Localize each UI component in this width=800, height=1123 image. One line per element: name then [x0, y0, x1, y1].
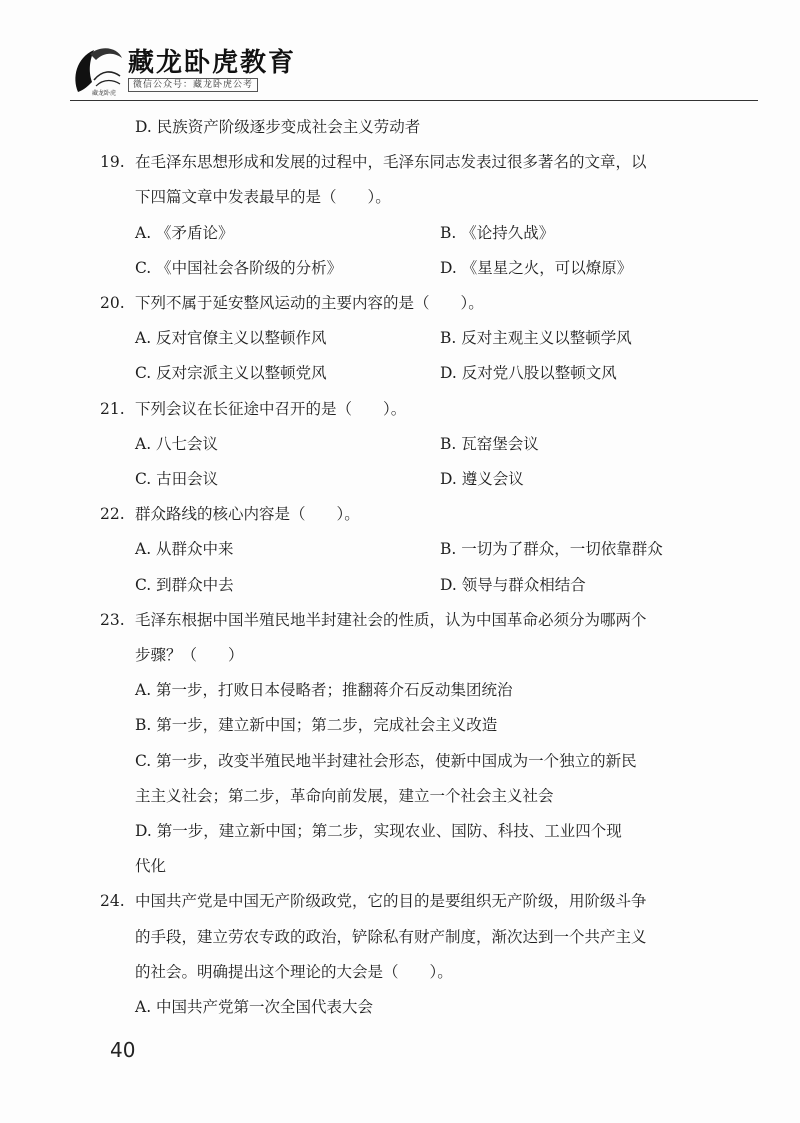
- question-line: [100, 603, 647, 637]
- text-line: A. 中国共产党第一次全国代表大会: [135, 998, 374, 1016]
- question-line: [100, 392, 406, 426]
- text-line: 下四篇文章中发表最早的是（ ）。: [135, 188, 391, 207]
- logo-text: 藏龙卧虎: [92, 90, 117, 97]
- option-left: C. 古田会议: [135, 470, 219, 488]
- option-right: D. 领导与群众相结合: [440, 575, 586, 594]
- text-line: D. 民族资产阶级逐步变成社会主义劳动者: [135, 118, 421, 136]
- option-left: A. 反对官僚主义以整顿作风: [135, 329, 327, 348]
- brand-subtitle: 微信公众号：藏龙卧虎公考: [128, 78, 258, 92]
- text-line: 的社会。明确提出这个理论的大会是（ ）。: [135, 962, 453, 981]
- question-number: 24.: [100, 892, 125, 911]
- text-line: 步骤？（ ）: [135, 646, 244, 664]
- text-line: A. 第一步，打败日本侵略者；推翻蒋介石反动集团统治: [135, 681, 513, 700]
- option-right: D. 反对党八股以整顿文风: [440, 364, 617, 383]
- text-line: 主主义社会；第二步，革命向前发展，建立一个社会主义社会: [135, 786, 554, 805]
- question-text: 在毛泽东思想形成和发展的过程中，毛泽东同志发表过很多著名的文章，以: [135, 153, 647, 172]
- option-right: B. 《论持久战》: [440, 223, 555, 242]
- option-left: A. 《矛盾论》: [135, 223, 234, 242]
- option-left: C. 到群众中去: [135, 575, 234, 594]
- text-line: D. 第一步，建立新中国；第二步，实现农业、国防、科技、工业四个现: [135, 822, 622, 840]
- option-left: C. 《中国社会各阶级的分析》: [135, 258, 343, 277]
- option-right: B. 反对主观主义以整顿学风: [440, 329, 632, 348]
- option-right: B. 瓦窑堡会议: [440, 434, 539, 453]
- question-number: 23.: [100, 610, 125, 629]
- question-line: [100, 286, 484, 320]
- question-text: 毛泽东根据中国半殖民地半封建社会的性质，认为中国革命必须分为哪两个: [135, 610, 647, 629]
- question-line: [100, 145, 647, 179]
- question-line: [100, 884, 647, 918]
- text-line: 的手段，建立劳农专政的政治，铲除私有财产制度，渐次达到一个共产主义: [135, 927, 647, 946]
- question-number: 19.: [100, 153, 125, 172]
- option-right: B. 一切为了群众，一切依靠群众: [440, 540, 663, 559]
- option-right: D. 《星星之火，可以燎原》: [440, 258, 633, 277]
- question-text: 群众路线的核心内容是（ ）。: [135, 505, 360, 524]
- question-line: [100, 497, 360, 531]
- page-header: [0, 0, 800, 100]
- header-divider: [70, 100, 758, 101]
- brand-name: 藏龙卧虎教育: [128, 48, 297, 78]
- option-left: A. 从群众中来: [135, 540, 234, 559]
- option-right: D. 遵义会议: [440, 470, 524, 488]
- text-line: C. 第一步，改变半殖民地半封建社会形态，使新中国成为一个独立的新民: [135, 751, 637, 770]
- option-left: A. 八七会议: [135, 434, 219, 453]
- question-text: 下列会议在长征途中召开的是（ ）。: [135, 399, 407, 418]
- page-number: 40: [110, 1038, 136, 1062]
- text-line: B. 第一步，建立新中国；第二步，完成社会主义改造: [135, 716, 498, 735]
- question-text: 下列不属于延安整风运动的主要内容的是（ ）。: [135, 294, 484, 312]
- text-line: 代化: [135, 857, 167, 876]
- question-number: 20.: [100, 294, 125, 312]
- question-number: 21.: [100, 399, 125, 418]
- question-number: 22.: [100, 505, 125, 524]
- option-left: C. 反对宗派主义以整顿党风: [135, 364, 327, 383]
- question-text: 中国共产党是中国无产阶级政党，它的目的是要组织无产阶级，用阶级斗争: [135, 892, 647, 911]
